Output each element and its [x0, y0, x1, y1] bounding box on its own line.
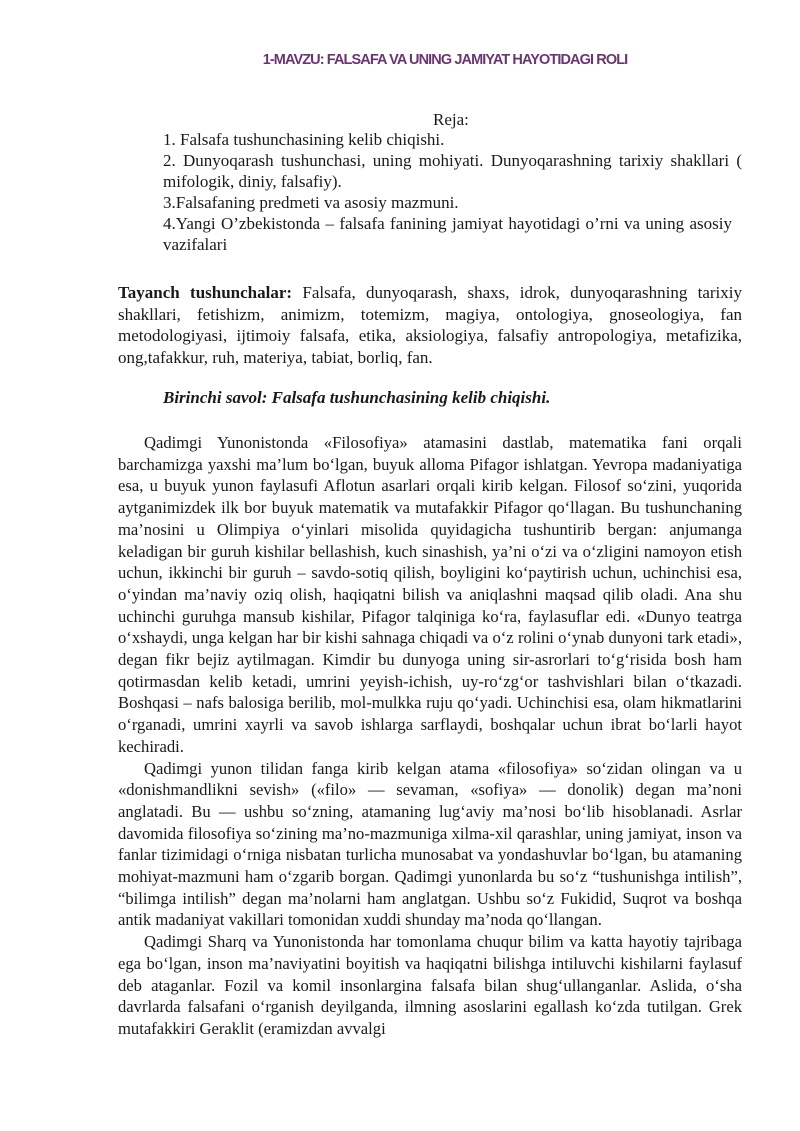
keywords-label: Tayanch tushunchalar: [118, 283, 293, 302]
body-paragraph: Qadimgi yunon tilidan fanga kirib kelgan atama «filosofiya» so‘zidan olingan va u «donishmandlikni sevish» («filo» — sevaman, «sofiya» — donolik) degan ma’noni anglatadi. Bu — ushbu so‘zning, atamaning lug‘aviy ma’nosi bo‘lib hisoblanadi. Asrlar davomida filosofiya so‘zining ma’no-mazmuniga xilma-xil qarashlar, uning jamiyat, inson va fanlar tizimidagi o‘rniga nisbatan turlicha munosabat va yondashuvlar bo‘lgan, bu atamaning mohiyat-mazmuni ham o‘zgarib borgan. Qadimgi yunonlarda bu so‘z “tushunishga intilish”, “bilimga intilish” degan ma’nolarni ham anglatgan. Ushbu so‘z Fukidid, Suqrot va boshqa antik madaniyat vakillari tomonidan xuddi shunday ma’noda qo‘llangan. [118, 758, 742, 930]
plan-item: 2. Dunyoqarash tushunchasi, uning mohiyati. Dunyoqarashning tarixiy shakllari ( mifologik, diniy, falsafiy). [163, 151, 742, 191]
body-paragraph: Qadimgi Sharq va Yunonistonda har tomonlama chuqur bilim va katta hayotiy tajribaga ega bo‘lgan, inson ma’naviyatini boyitish va haqiqatni bilishga intiluvchi kishilarni faylasuf deb ataganlar. Fozil va komil insonlargina falsafa bilan shug‘ullanganlar. Aslida, o‘sha davrlarda falsafani o‘rganish deyilganda, ilmning asoslarini egallash ko‘zda tutilgan. Grek mutafakkiri Geraklit (eramizdan avvalgi [118, 932, 742, 1038]
plan-item: 1. Falsafa tushunchasining kelib chiqishi. [163, 130, 445, 149]
body-text [118, 432, 742, 1040]
plan-list [163, 129, 742, 255]
plan-item: 4.Yangi O’zbekistonda – falsafa fanining jamiyat hayotidagi o’rni va uning asosiy vazifalari [163, 214, 732, 254]
plan-heading: Reja: [433, 110, 469, 129]
body-paragraph: Qadimgi Yunonistonda «Filosofiya» atamasini dastlab, matematika fani orqali barchamizga yaxshi ma’lum bo‘lgan, buyuk alloma Pifagor ishlatgan. Yevropa madaniyatiga esa, u buyuk yunon faylasufi Aflotun asarlari orqali kirib kelgan. Filosof so‘zini, yuqorida aytganimizdek ilk bor buyuk matematik va mutafakkir Pifagor qo‘llagan. Bu tushunchaning ma’nosini u Olimpiya o‘yinlari misolida quyidagicha tushuntirib bergan: anjumanga keladigan bir guruh kishilar bellashish, kuch sinashish, ya’ni o‘zi va o‘zligini namoyon etish uchun, ikkinchi bir guruh – savdo-sotiq qilish, boyligini ko‘paytirish uchun, uchinchisi esa, o‘yindan ma’naviy oziq olish, haqiqatni bilish va aniqlashni maqsad qilib oladi. Ana shu uchinchi guruhga mansub kishilar, Pifagor talqiniga ko‘ra, faylasuflar edi. «Dunyo teatrga o‘xshaydi, unga kelgan har bir kishi sahnaga chiqadi va o‘z rolini o‘ynab dunyoni tark etadi», degan fikr bejiz aytilmagan. Kimdir bu dunyoga uning sir-asrorlari to‘g‘risida bosh ham qotirmasdan kelib ketadi, umrini yeyish-ichish, uy-ro‘zg‘or tashvishlari bilan o‘tkazadi. Boshqasi – nafs balosiga berilib, mol-mulkka ruju qo‘yadi. Uchinchisi esa, olam hikmatlarini o‘rganadi, umrini xayrli va savob ishlarga sarflaydi, boshqalar uchun ibrat bo‘larli hayot kechiradi. [118, 433, 742, 756]
document-title: 1-MAVZU: FALSAFA VA UNING JAMIYAT HAYOTIDAGI ROLI [262, 52, 628, 68]
keywords-text: Falsafa, dunyoqarash, shaxs, idrok, dunyoqarashning tarixiy shakllari, fetishizm, animizm, totemizm, magiya, ontologiya, gnoseologiya, fan metodologiyasi, ijtimoiy falsafa, etika, aksiologiya, falsafiy antropologiya, metafizika, ong,tafakkur, ruh, materiya, tabiat, borliq, fan. [118, 283, 742, 367]
question-heading: Birinchi savol: Falsafa tushunchasining kelib chiqishi. [163, 388, 551, 407]
plan-item: 3.Falsafaning predmeti va asosiy mazmuni. [163, 193, 459, 212]
keywords-paragraph [118, 282, 742, 368]
